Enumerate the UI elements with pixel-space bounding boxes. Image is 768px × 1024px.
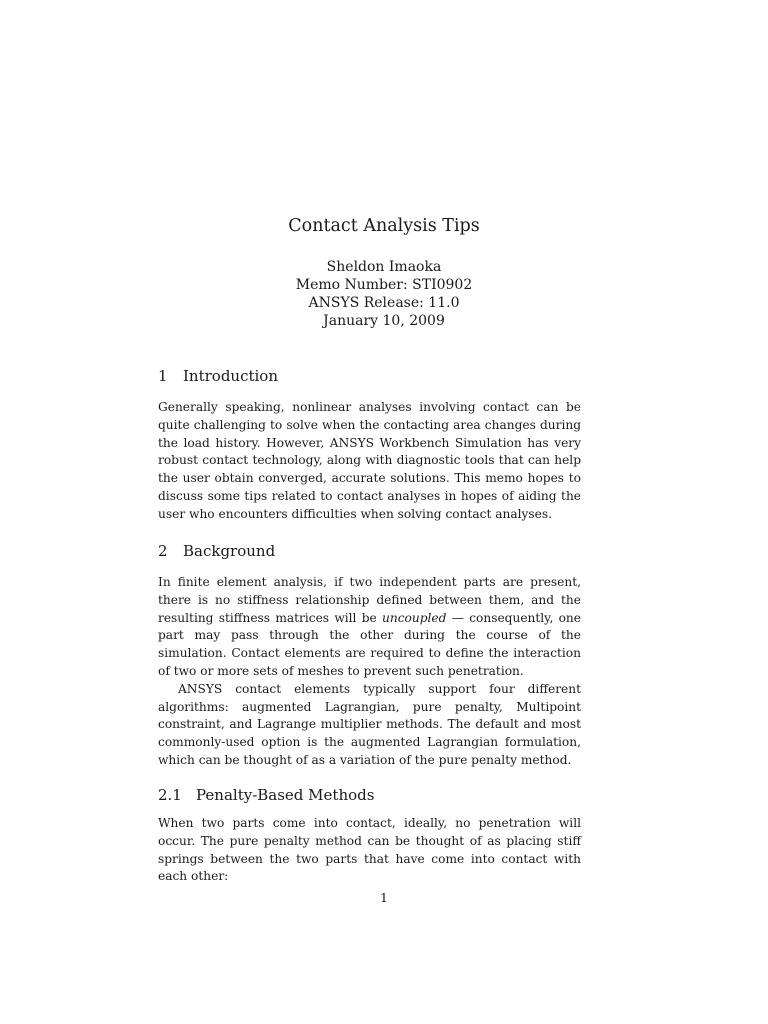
author-name: Sheldon Imaoka xyxy=(326,259,442,275)
background-paragraph-2: ANSYS contact elements typically support four different algorithms: augmented Lagrangian, pure penalty, Multipoint constraint, and Lagrange multiplier methods. The default and most commonly-used option is the augmented Lagrangian formulation, which can be thought of as a variation of the pure penalty method. xyxy=(158,681,581,767)
title-block xyxy=(0,214,768,238)
document-date: January 10, 2009 xyxy=(323,313,445,329)
penalty-methods-body xyxy=(158,815,581,886)
penalty-methods-paragraph: When two parts come into contact, ideally, no penetration will occur. The pure penalty method can be thought of as placing stiff springs between the two parts that have come into contact with each other: xyxy=(158,816,581,884)
introduction-paragraph: Generally speaking, nonlinear analyses involving contact can be quite challenging to solve when the contacting area changes during the load history. However, ANSYS Workbench Simulation has very robust contact technology, along with diagnostic tools that can help the user obtain converged, accurate solutions. This memo hopes to discuss some tips related to contact analyses in hopes of aiding the user who encounters difficulties when solving contact analyses. xyxy=(158,400,581,521)
page-number: 1 xyxy=(380,890,388,905)
background-emphasis: uncoupled xyxy=(382,610,447,625)
section-title: Introduction xyxy=(183,367,278,385)
release-version: ANSYS Release: 11.0 xyxy=(308,295,460,311)
section-heading-penalty-methods xyxy=(158,785,581,805)
section-title: Penalty-Based Methods xyxy=(196,786,375,804)
section-heading-introduction xyxy=(158,366,581,386)
section-number: 2.1 xyxy=(158,786,182,804)
section-heading-background xyxy=(158,541,581,561)
background-paragraph-1 xyxy=(158,574,581,681)
introduction-body xyxy=(158,399,581,524)
background-body xyxy=(158,574,581,770)
background-text-after: — consequently, one part may pass through the other during the course of the simulation. Contact elements are required to define the interaction of two or more sets of meshes to prevent such penetration. xyxy=(158,610,581,678)
document-meta xyxy=(0,258,768,330)
background-text-before: In finite element analysis, if two independent parts are present, there is no stiffness relationship defined between them, and the resulting stiffness matrices will be xyxy=(158,575,581,625)
section-number: 1 xyxy=(158,367,168,385)
memo-number: Memo Number: STI0902 xyxy=(295,277,473,293)
section-title: Background xyxy=(183,542,276,560)
section-number: 2 xyxy=(158,542,168,560)
document-title: Contact Analysis Tips xyxy=(288,216,480,236)
